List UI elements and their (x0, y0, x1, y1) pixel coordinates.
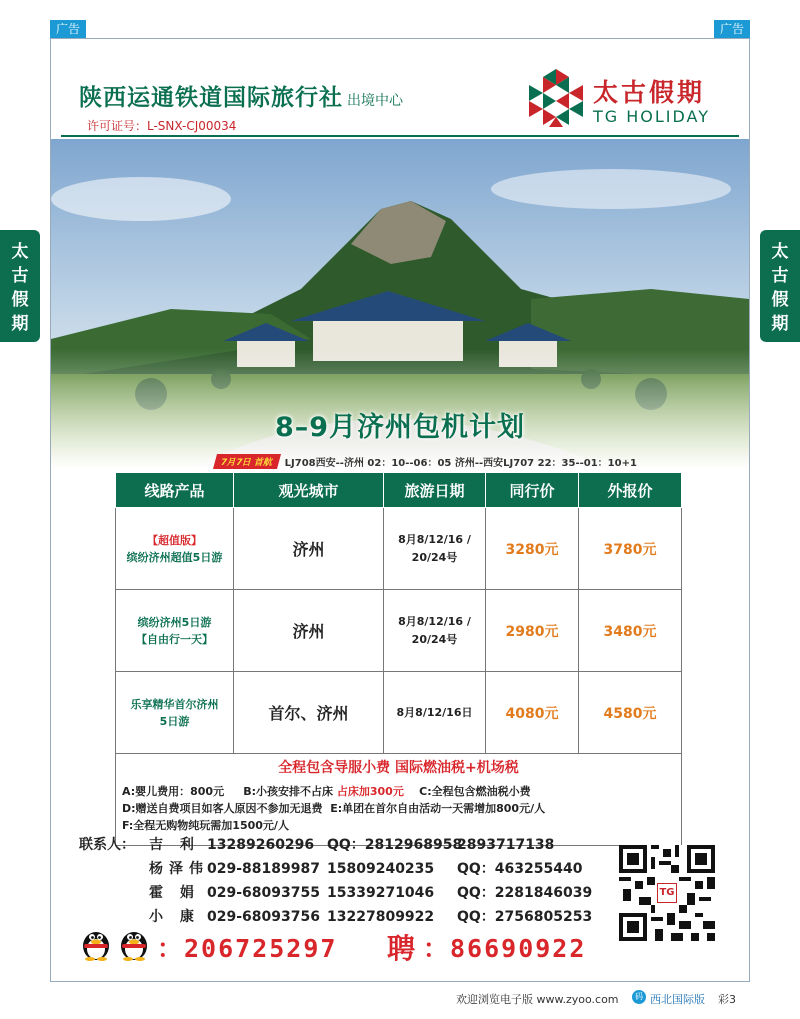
note-b-highlight: 占床加300元 (336, 784, 404, 798)
contact-landline: 029-68093755 (207, 885, 320, 901)
qr-center-logo-icon: TG (657, 883, 677, 903)
qr-code (619, 845, 715, 941)
contact-qq: QQ：2281846039 (457, 885, 593, 901)
tg-holiday-logo-icon (529, 69, 583, 127)
note-c: C:全程包含燃油税小费 (419, 784, 531, 798)
product-name: 缤纷济州超值5日游 (126, 550, 223, 564)
contact-row (79, 859, 619, 879)
flight-schedule-text: LJ708西安--济州 02：10--06：05 济州--西安LJ707 22：35--01：10+1 (284, 457, 637, 469)
product-name: 缤纷济州5日游 (137, 615, 212, 629)
side-tab-char: 太 (11, 242, 29, 262)
product-cell (116, 590, 234, 672)
table-row (116, 590, 682, 672)
brand-name-en: TG HOLIDAY (593, 107, 711, 126)
contact-qq: QQ：463255440 (457, 861, 583, 877)
date-line: 8月8/12/16 / (398, 532, 471, 546)
city-cell: 济州 (234, 590, 384, 672)
contact-qq-alt: 2893717138 (457, 837, 555, 853)
retail-price-cell: 3780元 (579, 508, 682, 590)
contact-landline: 029-88189987 (207, 861, 320, 877)
note-d: D:赠送自费项目如客人原因不参加无退费 (122, 801, 323, 815)
first-flight-badge: 7月7日 首航 (213, 454, 281, 469)
side-tab-right (760, 230, 800, 342)
retail-price-cell: 3480元 (579, 590, 682, 672)
contact-mobile: 15809240235 (327, 861, 435, 877)
city-cell: 济州 (234, 508, 384, 590)
product-cell (116, 508, 234, 590)
note-e: E:单团在首尔自由活动一天需增加800元/人 (330, 801, 546, 815)
contact-name: 小 康 (149, 909, 200, 925)
trade-price-cell: 4080元 (486, 672, 579, 754)
side-tab-char: 期 (11, 314, 29, 334)
side-tab-char: 期 (771, 314, 789, 334)
footer-section: 西北国际版 (650, 993, 705, 1006)
agency-dept: 出境中心 (347, 93, 403, 109)
page-title: 8–9月济州包机计划 (274, 412, 526, 443)
contact-row (79, 907, 619, 927)
recruit-label: 聘 (387, 932, 416, 965)
contact-phone: 13289260296 (207, 837, 315, 853)
license-number: 许可证号：L-SNX-CJ00034 (87, 119, 237, 133)
date-cell (384, 672, 486, 754)
contact-name: 杨泽伟 (149, 861, 209, 877)
contact-mobile: 13227809922 (327, 909, 435, 925)
product-cell (116, 672, 234, 754)
product-tag: 5日游 (159, 714, 190, 728)
side-tab-left (0, 230, 40, 342)
notes-line (122, 817, 675, 834)
column-header: 外报价 (579, 473, 682, 508)
advertisement-page (50, 38, 750, 982)
itinerary-table (115, 472, 681, 846)
brand-name-cn: 太古假期 (593, 78, 706, 107)
contact-row (79, 883, 619, 903)
table-row (116, 672, 682, 754)
date-line: 20/24号 (411, 632, 458, 646)
note-b: B:小孩安排不占床 (243, 784, 334, 798)
contacts-label: 联系人： (79, 837, 135, 853)
date-line: 20/24号 (411, 550, 458, 564)
column-header: 线路产品 (116, 473, 234, 508)
city-cell: 首尔、济州 (234, 672, 384, 754)
ad-label-left: 广告 (50, 20, 86, 38)
date-cell (384, 590, 486, 672)
side-tab-char: 假 (771, 290, 789, 310)
column-header: 同行价 (486, 473, 579, 508)
footer-page-number: 彩3 (718, 993, 736, 1006)
date-line: 8月8/12/16 / (398, 614, 471, 628)
ad-label-right: 广告 (714, 20, 750, 38)
qr-badge-icon: 码 (632, 990, 646, 1004)
header-divider (61, 135, 739, 137)
footer (0, 987, 800, 1009)
trade-price-cell: 2980元 (486, 590, 579, 672)
inclusions-banner: 全程包含导服小费 国际燃油税+机场税 (116, 754, 682, 780)
date-cell (384, 508, 486, 590)
side-tab-char: 古 (11, 266, 29, 286)
contact-name: 吉 利 (149, 837, 200, 853)
side-tab-char: 太 (771, 242, 789, 262)
note-a: A:婴儿费用：800元 (122, 784, 225, 798)
recruit-qq-number: ：86690922 (423, 934, 587, 963)
product-tag: 【超值版】 (147, 533, 202, 547)
side-tab-char: 古 (771, 266, 789, 286)
flight-schedule (215, 452, 637, 470)
side-tab-char: 假 (11, 290, 29, 310)
footer-website: 欢迎浏览电子版 www.zyoo.com (456, 993, 619, 1006)
table-row (116, 508, 682, 590)
qq-group-number: ：206725297 (157, 934, 338, 963)
retail-price-cell: 4580元 (579, 672, 682, 754)
contact-qq: QQ：2756805253 (457, 909, 593, 925)
product-tag: 【自由行一天】 (136, 632, 213, 646)
contact-mobile: 15339271046 (327, 885, 435, 901)
contact-row (79, 835, 619, 855)
column-header: 旅游日期 (384, 473, 486, 508)
contact-landline: 029-68093756 (207, 909, 320, 925)
trade-price-cell: 3280元 (486, 508, 579, 590)
column-header: 观光城市 (234, 473, 384, 508)
agency-name: 陕西运通铁道国际旅行社 出境中心 (79, 85, 403, 111)
qq-penguin-icon (117, 925, 151, 961)
contact-name: 霍 娟 (149, 885, 200, 901)
notes-line (122, 800, 675, 817)
note-f: F:全程无购物纯玩需加1500元/人 (122, 818, 289, 832)
header (51, 39, 749, 139)
inclusions-banner-row (116, 754, 682, 780)
notes-line (122, 783, 675, 800)
product-name: 乐享精华首尔济州 (130, 697, 219, 711)
contact-qq: QQ：2812968958 (327, 837, 463, 853)
table-header (116, 473, 682, 508)
qq-penguin-icon (79, 925, 113, 961)
date-line: 8月8/12/16日 (396, 705, 473, 719)
